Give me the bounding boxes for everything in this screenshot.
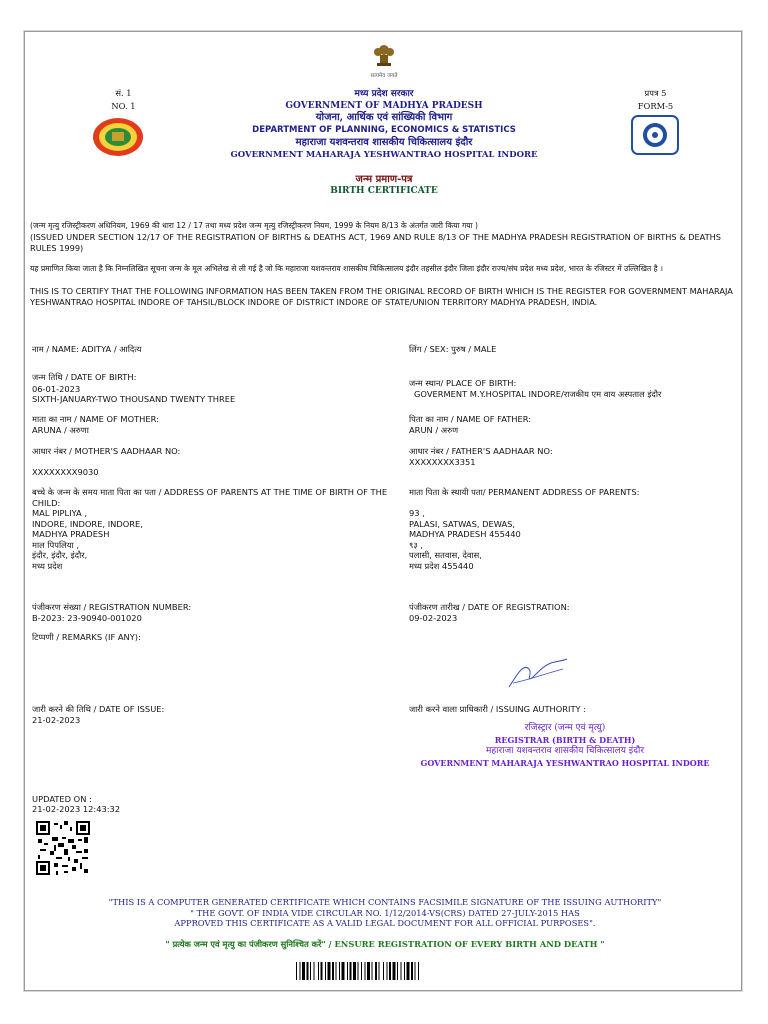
- updated-value: 21-02-2023 12:43:32: [32, 804, 121, 814]
- dob-label: [32, 372, 136, 383]
- registrar-hospital-en: GOVERNMENT MAHARAJA YESHWANTRAO HOSPITAL INDORE: [420, 757, 710, 768]
- address-birth-line: INDORE, INDORE, INDORE,: [32, 518, 143, 529]
- address-birth-line: MAL PIPLIYA ,: [32, 508, 87, 518]
- emblem-motto: सत्यमेव जयते: [370, 73, 398, 79]
- father-label: पिता का नाम / NAME OF FATHER:: [409, 414, 532, 424]
- title-en: BIRTH CERTIFICATE: [330, 186, 438, 196]
- sex-value: पुरुष / MALE: [451, 344, 497, 354]
- dept-en: DEPARTMENT OF PLANNING, ECONOMICS & STATISTICS: [252, 125, 516, 135]
- signature-icon: [505, 655, 569, 691]
- issued-under-hi: (जन्म मृत्यु रजिस्ट्रीकरण अधिनियम, 1969 की धारा 12 / 17 तथा मध्य प्रदेश जन्म मृत्यु रजिस्ट्रीकरण नियम, 1999 के नियम 8/13 के अंतर्गत जारी किया गया ): [30, 221, 479, 230]
- footer-notes: [30, 897, 740, 929]
- serial-no-en: NO. 1: [111, 101, 136, 111]
- remarks-label: टिप्पणी / REMARKS (IF ANY):: [32, 632, 141, 642]
- mother-value: ARUNA / अरुणा: [32, 425, 89, 435]
- certify-hi: यह प्रमाणित किया जाता है कि निम्नलिखित सूचना जन्म के मूल अभिलेख से ली गई है जो कि महाराजा यशवन्तराव शासकीय चिकित्सालय इंदौर तहसील इंदौर जिला इंदौर राज्य/संघ प्रदेश मध्य प्रदेश, भारत के रजिस्टर में उल्लिखित है ।: [30, 264, 663, 273]
- address-permanent-lines: [409, 508, 521, 571]
- address-birth-line: माल पिपलिया ,: [32, 539, 79, 550]
- form-no-hi: प्रपत्र 5: [644, 88, 667, 98]
- issue-date-label: जारी करने की तिथि / DATE OF ISSUE:: [32, 704, 165, 714]
- footer-note-3: APPROVED THIS CERTIFICATE AS A VALID LEGAL DOCUMENT FOR ALL OFFICIAL PURPOSES".: [174, 918, 596, 928]
- qr-code-icon: [36, 821, 90, 875]
- address-birth-line: मध्य प्रदेश: [32, 560, 63, 571]
- dept-hi: योजना, आर्थिक एवं सांख्यिकी विभाग: [315, 112, 453, 123]
- reg-no-value: B-2023: 23-90940-001020: [32, 613, 142, 623]
- mother-aadhaar-label: आधार नंबर / MOTHER'S AADHAAR NO:: [32, 446, 181, 456]
- national-emblem-icon: [369, 42, 399, 68]
- dob-label-en: / DATE OF BIRTH:: [62, 372, 137, 382]
- address-birth-label: बच्चे के जन्म के समय माता पिता का पता / ADDRESS OF PARENTS AT THE TIME OF BIRTH OF THE CHILD:: [32, 487, 388, 508]
- footer-note-2: " THE GOVT. OF INDIA VIDE CIRCULAR NO. 1/12/2014-VS(CRS) DATED 27-JULY-2015 HAS: [190, 907, 580, 918]
- certify-en: THIS IS TO CERTIFY THAT THE FOLLOWING INFORMATION HAS BEEN TAKEN FROM THE ORIGINAL RECORD OF BIRTH WHICH IS THE REGISTER FOR GOVERNMENT MAHARAJA YESHWANTRAO HOSPITAL INDORE OF TAHSIL/BLOCK INDORE OF DISTRICT INDORE OF STATE/UNION TERRITORY MADHYA PRADESH, INDIA.: [30, 286, 733, 307]
- address-birth-line: MADHYA PRADESH: [32, 529, 110, 539]
- updated-label: UPDATED ON :: [32, 794, 92, 804]
- place-value: GOVERMENT M.Y.HOSPITAL INDORE/राजकीय एम वाय अस्पताल इंदौर: [414, 389, 662, 399]
- serial-no-hi: सं. 1: [115, 88, 132, 98]
- registrar-hospital-hi: महाराजा यशवन्तराव शासकीय चिकित्सालय इंदौर: [485, 746, 645, 756]
- address-permanent-line: ९३ ,: [409, 539, 423, 550]
- authority-label: जारी करने वाला प्राधिकारी / ISSUING AUTHORITY :: [409, 704, 587, 714]
- address-permanent-label: माता पिता के स्थायी पता/ PERMANENT ADDRESS OF PARENTS:: [409, 487, 640, 497]
- registrar-block: [410, 723, 720, 769]
- govt-hi: मध्य प्रदेश सरकार: [354, 89, 414, 99]
- crs-logo-icon: [631, 115, 679, 155]
- dob-value: 06-01-2023: [32, 384, 81, 394]
- title-hi: जन्म प्रमाण-पत्र: [355, 174, 413, 185]
- father-aadhaar-label: आधार नंबर / FATHER'S AADHAAR NO:: [409, 446, 553, 456]
- hospital-en: GOVERNMENT MAHARAJA YESHWANTRAO HOSPITAL INDORE: [230, 150, 538, 160]
- registrar-title-en: REGISTRAR (BIRTH & DEATH): [494, 734, 636, 745]
- issued-under-en: (ISSUED UNDER SECTION 12/17 OF THE REGISTRATION OF BIRTHS & DEATHS ACT, 1969 AND RULE 8/13 OF THE MADHYA PRADESH REGISTRATION OF BIRTHS & DEATHS RULES 1999): [30, 232, 721, 253]
- mp-govt-logo-icon: [92, 117, 144, 157]
- address-permanent-line: 93 ,: [409, 508, 425, 518]
- form-no-en: FORM-5: [637, 101, 674, 111]
- hospital-hi: महाराजा यशवन्तराव शासकीय चिकित्सालय इंदौर: [295, 137, 473, 148]
- barcode-icon: [296, 962, 472, 980]
- registrar-title-hi: रजिस्ट्रार (जन्म एवं मृत्यु): [524, 723, 606, 733]
- address-permanent-line: MADHYA PRADESH 455440: [409, 529, 521, 539]
- father-aadhaar-value: XXXXXXXX3351: [409, 457, 476, 467]
- address-permanent-line: मध्य प्रदेश 455440: [409, 560, 474, 571]
- name-value: ADITYA / आदित्य: [81, 344, 142, 354]
- reg-no-label: पंजीकरण संख्या / REGISTRATION NUMBER:: [32, 602, 192, 612]
- sex-field: [409, 344, 496, 355]
- dob-words: SIXTH-JANUARY-TWO THOUSAND TWENTY THREE: [32, 394, 236, 404]
- issue-date-value: 21-02-2023: [32, 715, 81, 725]
- place-label: जन्म स्थान/ PLACE OF BIRTH:: [409, 378, 517, 388]
- name-label: नाम / NAME:: [32, 344, 79, 354]
- address-birth-line: इंदौर, इंदौर, इंदौर,: [32, 550, 88, 560]
- footer-slogan: " प्रत्येक जन्म एवं मृत्यु का पंजीकरण सुनिश्चित करें" / ENSURE REGISTRATION OF EVERY BIRTH AND DEATH ": [165, 939, 605, 949]
- address-permanent-line: पलासी, सतवास, देवास,: [409, 550, 482, 560]
- dob-label-hi: जन्म तिथि: [32, 372, 63, 382]
- address-permanent-line: PALASI, SATWAS, DEWAS,: [409, 518, 516, 529]
- mother-label: माता का नाम / NAME OF MOTHER:: [32, 414, 159, 424]
- sex-label: लिंग / SEX:: [409, 344, 449, 354]
- reg-date-value: 09-02-2023: [409, 613, 458, 623]
- name-field: [32, 344, 142, 355]
- govt-en: GOVERNMENT OF MADHYA PRADESH: [285, 101, 483, 111]
- reg-date-label: पंजीकरण तारीख / DATE OF REGISTRATION:: [409, 602, 570, 612]
- address-birth-lines: [32, 508, 143, 571]
- mother-aadhaar-value: XXXXXXXX9030: [32, 467, 99, 477]
- father-value: ARUN / अरुण: [409, 425, 459, 435]
- footer-note-1: "THIS IS A COMPUTER GENERATED CERTIFICATE WHICH CONTAINS FACSIMILE SIGNATURE OF THE ISSUING AUTHORITY": [108, 897, 662, 907]
